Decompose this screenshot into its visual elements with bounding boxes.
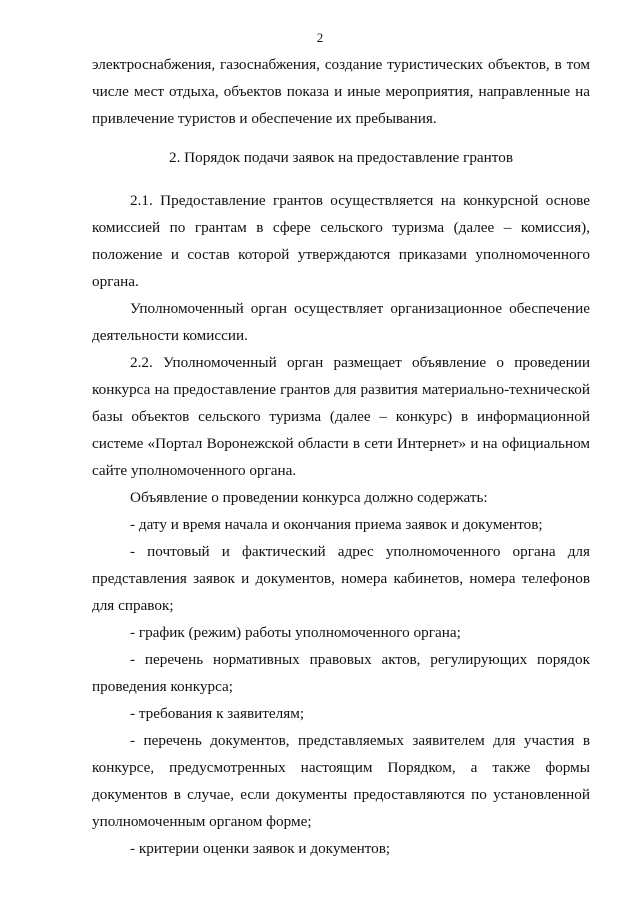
page-number: 2 [316,30,324,45]
list-item-criteria: - критерии оценки заявок и документов; [130,840,391,857]
list-item-dates: - дату и время начала и окончания приема заявок и документов; [130,516,543,533]
paragraph-continuation: электроснабжения, газоснабжения, создание туристических объектов, в том числе мест отдыха, объектов показа и иные мероприятия, направленные на привлечение туристов и обеспечение их пребывания. [92,56,590,127]
paragraph-2-1: 2.1. Предоставление грантов осуществляется на конкурсной основе комиссией по грантам в сфере сельского туризма (далее – комиссия), положение и состав которой утверждаются приказами уполномоченного органа. [92,192,590,290]
list-item-requirements: - требования к заявителям; [130,705,305,722]
section-heading: 2. Порядок подачи заявок на предоставление грантов [168,149,513,166]
paragraph-2-2: 2.2. Уполномоченный орган размещает объявление о проведении конкурса на предоставление грантов для развития материально-технической базы объектов сельского туризма (далее – конкурс) в информационной системе «Портал Воронежской области в сети Интернет» и на официальном сайте уполномоченного органа. [92,354,590,479]
list-item-address: - почтовый и фактический адрес уполномоченного органа для представления заявок и документов, номера кабинетов, номера телефонов для справок; [92,543,590,614]
paragraph-commission-support: Уполномоченный орган осуществляет организационное обеспечение деятельности комиссии. [92,300,590,344]
paragraph-announcement-intro: Объявление о проведении конкурса должно содержать: [130,489,488,506]
list-item-schedule: - график (режим) работы уполномоченного органа; [130,624,461,641]
list-item-legal-acts: - перечень нормативных правовых актов, регулирующих порядок проведения конкурса; [92,651,590,695]
document-body [92,51,590,862]
list-item-documents: - перечень документов, представляемых заявителем для участия в конкурсе, предусмотренных настоящим Порядком, а также формы документов в случае, если документы предоставляются по установленной уполномоченным органом форме; [92,732,590,830]
